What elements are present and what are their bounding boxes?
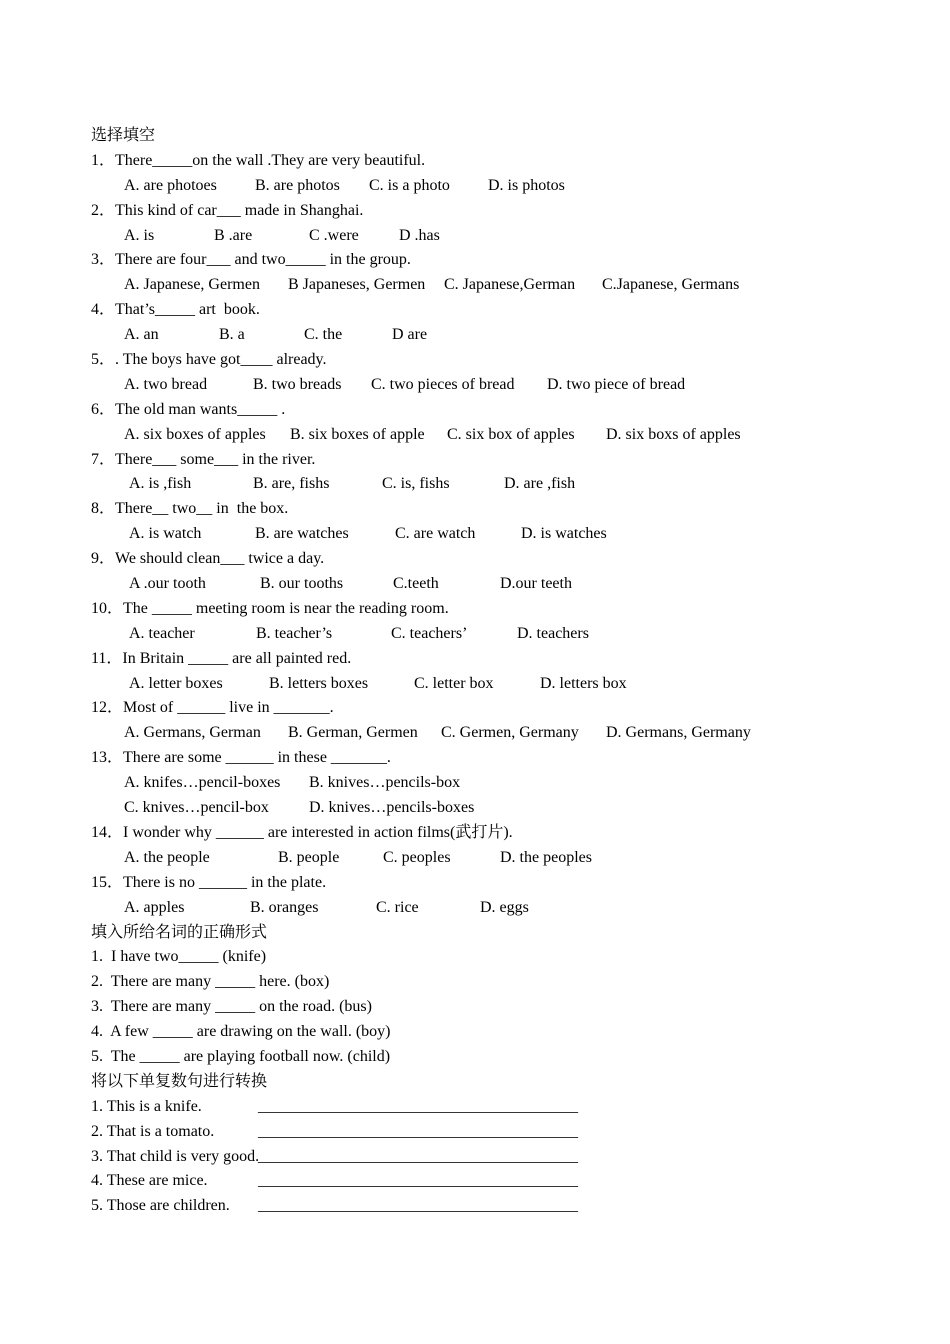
- conversion-sentence: 5. Those are children.: [91, 1197, 230, 1215]
- question-1-options: [91, 174, 871, 199]
- question-13-options: [91, 771, 871, 796]
- option-a: A. are photoes: [124, 176, 217, 194]
- option-c: C. Germen, Germany: [441, 724, 579, 742]
- option-b: B. letters boxes: [269, 674, 369, 692]
- question-6: 6．The old man wants_____ .: [91, 400, 286, 418]
- answer-blank: ________________________________________: [258, 1097, 578, 1115]
- question-13: 13．There are some ______ in these _______.: [91, 749, 391, 767]
- option-c: C. is, fishs: [382, 475, 450, 493]
- option-d: D. teachers: [517, 624, 589, 642]
- option-d: D. is photos: [488, 176, 565, 194]
- option-d: D. six boxs of apples: [606, 425, 741, 443]
- conversion-sentence: 3. That child is very good.: [91, 1147, 260, 1165]
- option-a: A. is ,fish: [129, 475, 192, 493]
- option-c: C. two pieces of bread: [371, 375, 515, 393]
- option-b: B. knives…pencils-box: [309, 774, 461, 792]
- option-b: B. teacher’s: [256, 624, 333, 642]
- option-c: C. teachers’: [391, 624, 468, 642]
- option-a: A. the people: [124, 848, 210, 866]
- question-10-options: [91, 622, 871, 647]
- option-a: A. apples: [124, 898, 185, 916]
- option-a: A. six boxes of apples: [124, 425, 266, 443]
- option-c: C. the: [304, 326, 343, 344]
- conversion-item-4: [91, 1169, 871, 1194]
- option-d: D. two piece of bread: [547, 375, 686, 393]
- option-c: C. knives…pencil-box: [124, 799, 269, 817]
- answer-blank: ________________________________________: [258, 1122, 578, 1140]
- question-10: 10．The _____ meeting room is near the reading room.: [91, 599, 449, 617]
- option-b: B. people: [278, 848, 340, 866]
- noun-form-section: [91, 945, 871, 1069]
- option-c: C. rice: [376, 898, 419, 916]
- option-b: B. are, fishs: [253, 475, 330, 493]
- option-d: D. is watches: [521, 525, 607, 543]
- question-1: 1．There_____on the wall .They are very beautiful.: [91, 151, 426, 169]
- option-d: D. eggs: [480, 898, 529, 916]
- question-5: 5．. The boys have got____ already.: [91, 351, 327, 369]
- option-b: B. are photos: [255, 176, 340, 194]
- noun-item-4: 4. A few _____ are drawing on the wall. (boy): [91, 1023, 391, 1041]
- option-a: A. knifes…pencil-boxes: [124, 774, 281, 792]
- conversion-item-2: [91, 1120, 871, 1145]
- option-d: D .has: [399, 226, 440, 244]
- question-15-options: [91, 896, 871, 921]
- question-7-options: [91, 472, 871, 497]
- noun-item-1: 1. I have two_____ (knife): [91, 948, 267, 966]
- option-b: B. oranges: [250, 898, 319, 916]
- conversion-sentence: 1. This is a knife.: [91, 1097, 202, 1115]
- conversion-item-5: [91, 1194, 871, 1219]
- question-2-options: [91, 224, 871, 249]
- worksheet-page: [91, 124, 871, 1219]
- option-b: B. a: [219, 326, 245, 344]
- option-b: B. German, Germen: [288, 724, 418, 742]
- option-d: D. the peoples: [500, 848, 592, 866]
- option-c: C.teeth: [393, 575, 439, 593]
- multiple-choice-section: [91, 149, 871, 921]
- question-8: 8．There__ two__ in the box.: [91, 500, 289, 518]
- question-12-options: [91, 721, 871, 746]
- option-a: A .our tooth: [129, 575, 206, 593]
- option-c: C. Japanese,German: [444, 276, 576, 294]
- option-c: C. peoples: [383, 848, 451, 866]
- question-6-options: [91, 423, 871, 448]
- option-b: B. are watches: [255, 525, 349, 543]
- option-c: C. is a photo: [369, 176, 450, 194]
- question-5-options: [91, 373, 871, 398]
- question-9-options: [91, 572, 871, 597]
- noun-item-2: 2. There are many _____ here. (box): [91, 973, 330, 991]
- question-7: 7．There___ some___ in the river.: [91, 450, 316, 468]
- option-a: A. letter boxes: [129, 674, 223, 692]
- option-d: D. are ,fish: [504, 475, 576, 493]
- option-d: C.Japanese, Germans: [602, 276, 740, 294]
- option-a: A. Japanese, Germen: [124, 276, 260, 294]
- question-3: 3．There are four___ and two_____ in the group.: [91, 251, 411, 269]
- option-c: C. letter box: [414, 674, 494, 692]
- option-d: D. letters box: [540, 674, 627, 692]
- question-2: 2．This kind of car___ made in Shanghai.: [91, 201, 364, 219]
- answer-blank: ________________________________________: [258, 1147, 578, 1165]
- answer-blank: ________________________________________: [258, 1197, 578, 1215]
- option-a: A. is: [124, 226, 155, 244]
- conversion-sentence: 2. That is a tomato.: [91, 1122, 215, 1140]
- option-d: D. Germans, Germany: [606, 724, 751, 742]
- question-4: 4．That’s_____ art book.: [91, 301, 260, 319]
- question-12: 12．Most of ______ live in _______.: [91, 699, 334, 717]
- noun-item-5: 5. The _____ are playing football now. (child): [91, 1047, 391, 1065]
- option-c: C. six box of apples: [447, 425, 575, 443]
- option-a: A. an: [124, 326, 159, 344]
- question-13-options: [91, 796, 871, 821]
- question-3-options: [91, 273, 871, 298]
- question-9: 9．We should clean___ twice a day.: [91, 550, 325, 568]
- noun-item-3: 3. There are many _____ on the road. (bus): [91, 998, 372, 1016]
- option-b: B. two breads: [253, 375, 342, 393]
- section1-title: 选择填空: [91, 127, 156, 144]
- answer-blank: ________________________________________: [258, 1172, 578, 1190]
- question-14: 14．I wonder why ______ are interested in action films(武打片).: [91, 823, 513, 841]
- option-b: B Japaneses, Germen: [288, 276, 426, 294]
- conversion-section: [91, 1095, 871, 1219]
- section2-title: 填入所给名词的正确形式: [91, 923, 268, 941]
- question-4-options: [91, 323, 871, 348]
- option-d: D.our teeth: [500, 575, 572, 593]
- option-a: A. Germans, German: [124, 724, 261, 742]
- conversion-item-3: [91, 1145, 871, 1170]
- option-b: B. six boxes of apple: [290, 425, 425, 443]
- option-a: A. is watch: [129, 525, 202, 543]
- question-11-options: [91, 672, 871, 697]
- option-c: C .were: [309, 226, 359, 244]
- option-a: A. two bread: [124, 375, 208, 393]
- option-b: B. our tooths: [260, 575, 344, 593]
- option-d: D. knives…pencils-boxes: [309, 799, 475, 817]
- question-8-options: [91, 522, 871, 547]
- option-a: A. teacher: [129, 624, 195, 642]
- section3-title: 将以下单复数句进行转换: [91, 1072, 268, 1090]
- question-15: 15．There is no ______ in the plate.: [91, 873, 327, 891]
- conversion-sentence: 4. These are mice.: [91, 1172, 208, 1190]
- conversion-item-1: [91, 1095, 871, 1120]
- question-14-options: [91, 846, 871, 871]
- option-c: C. are watch: [395, 525, 476, 543]
- question-11: 11．In Britain _____ are all painted red.: [91, 649, 352, 667]
- option-d: D are: [392, 326, 428, 344]
- option-b: B .are: [214, 226, 253, 244]
